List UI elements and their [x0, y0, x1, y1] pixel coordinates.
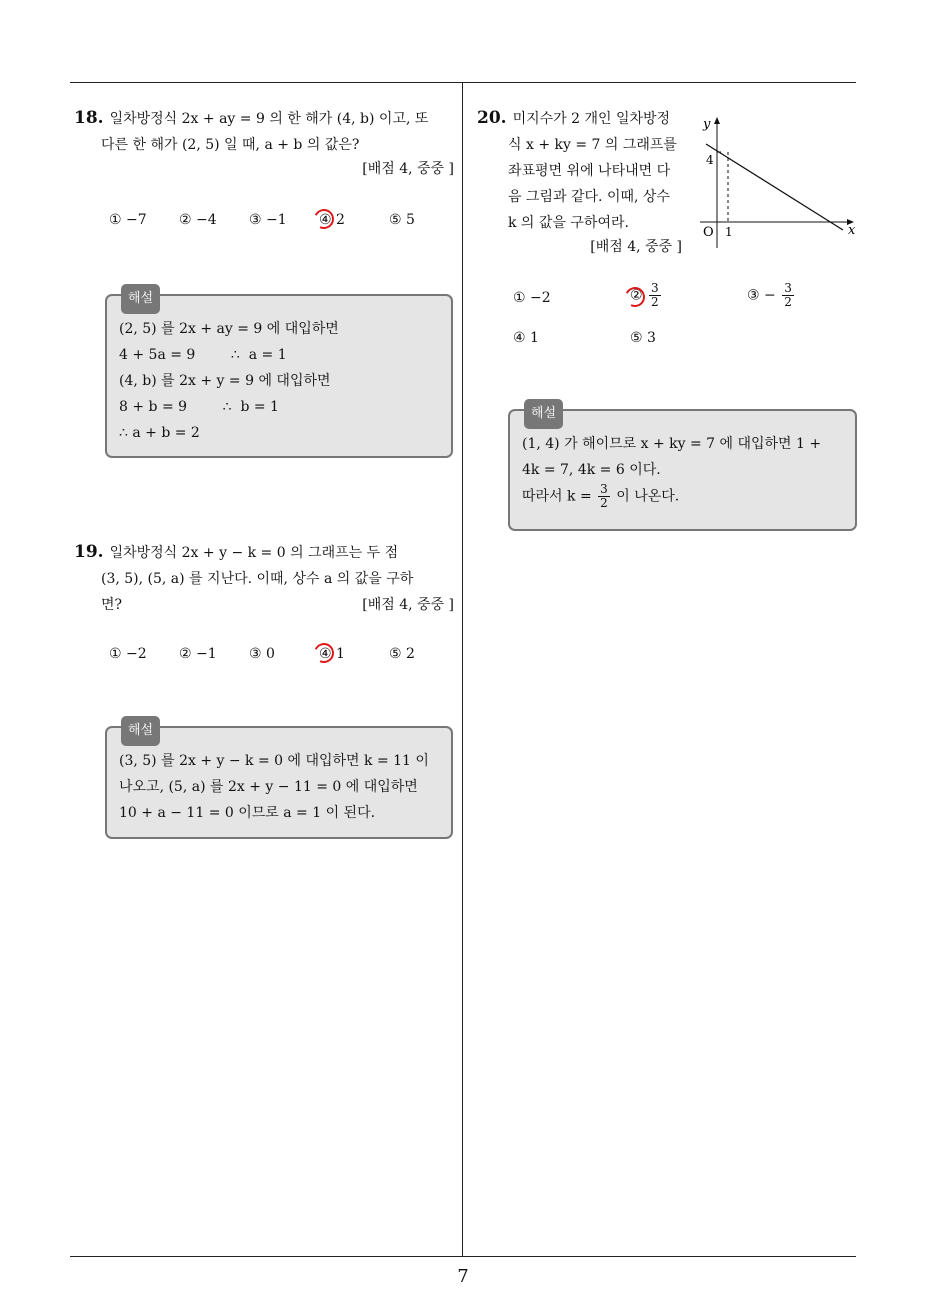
q18-solution-line: 8 + b = 9 ∴ b = 1: [119, 399, 279, 415]
q19-choice-5[interactable]: ⑤ 2: [389, 646, 415, 662]
x-tick-label: 1: [725, 225, 733, 239]
answer-mark-icon: [622, 284, 648, 310]
top-rule: [70, 82, 856, 83]
q20-solution-line: 4k = 7, 4k = 6 이다.: [522, 462, 661, 478]
q20-stem: [477, 105, 692, 236]
q19-choice-2[interactable]: ② −1: [179, 646, 217, 662]
q20-choice-5[interactable]: ⑤ 3: [630, 330, 656, 346]
q18-solution-line: (4, b) 를 2x + y = 9 에 대입하면: [119, 373, 331, 389]
q18-choice-2[interactable]: ② −4: [179, 212, 217, 228]
y-axis-label: y: [703, 117, 711, 132]
q18-line2: 다른 한 해가 (2, 5) 일 때, a + b 의 값은?: [101, 137, 360, 153]
q19-stem: [74, 539, 454, 618]
q20-choice-3[interactable]: ③ − $\frac{3}{2}$: [747, 281, 792, 309]
q18-solution-line: (2, 5) 를 2x + ay = 9 에 대입하면: [119, 321, 339, 337]
q19-line3: 면?: [101, 597, 123, 613]
q20-solution-line: 따라서 k = $\frac{3}{2}$ 이 나온다.: [522, 482, 680, 510]
q20-choice-4[interactable]: ④ 1: [513, 330, 539, 346]
graph-line: [706, 144, 843, 230]
q20-line: 음 그림과 같다. 이때, 상수: [508, 189, 670, 205]
q19-choice-3[interactable]: ③ 0: [249, 646, 275, 662]
q18-choices: [109, 212, 449, 240]
q19-solution-line: 10 + a − 11 = 0 이므로 a = 1 이 된다.: [119, 805, 376, 821]
q18-choice-5[interactable]: ⑤ 5: [389, 212, 415, 228]
q19-solution-line: 나오고, (5, a) 를 2x + y − 11 = 0 에 대입하면: [119, 779, 418, 795]
x-axis-label: x: [848, 223, 856, 238]
question-19: [74, 539, 454, 618]
y-axis-arrow-icon: [714, 117, 720, 124]
question-18: [74, 105, 454, 178]
q19-solution-box: [105, 723, 453, 839]
q18-solution-tag: 해설: [121, 284, 160, 314]
q20-solution-box: [508, 406, 857, 531]
q19-choice-4[interactable]: ④ 1: [319, 646, 345, 662]
q18-solution-line: ∴ a + b = 2: [119, 425, 200, 441]
q19-number: 19.: [74, 542, 104, 562]
q20-line: 좌표평면 위에 나타내면 다: [508, 163, 671, 179]
q19-solution-tag: 해설: [121, 716, 160, 746]
column-divider: [462, 82, 463, 1257]
q18-solution-line: 4 + 5a = 9 ∴ a = 1: [119, 347, 287, 363]
q18-choice-3[interactable]: ③ −1: [249, 212, 287, 228]
q18-stem: [74, 105, 454, 158]
q18-number: 18.: [74, 108, 104, 128]
question-20: [477, 105, 692, 256]
q18-score: [배점 4, 중중 ]: [362, 161, 454, 177]
q20-solution-line: (1, 4) 가 해이므로 x + ky = 7 에 대입하면 1 +: [522, 436, 822, 452]
q20-line: k 의 값을 구하여라.: [508, 215, 629, 231]
q19-solution-line: (3, 5) 를 2x + y − k = 0 에 대입하면 k = 11 이: [119, 753, 429, 769]
q20-solution-tag: 해설: [524, 399, 563, 429]
q20-choice-1[interactable]: ① −2: [513, 290, 551, 306]
page-number: 7: [457, 1266, 469, 1287]
q20-line: 미지수가 2 개인 일차방정: [512, 111, 671, 127]
q20-line: 식 x + ky = 7 의 그래프를: [508, 137, 677, 153]
q18-solution-box: [105, 291, 453, 458]
q20-score: [배점 4, 중중 ]: [590, 239, 682, 255]
q18-choice-4[interactable]: ④ 2: [319, 212, 345, 228]
q20-graph: [698, 112, 860, 252]
q20-choice-2[interactable]: ② $\frac{3}{2}$: [630, 282, 663, 309]
bottom-rule: [70, 1256, 856, 1257]
q19-line1: 일차방정식 2x + y − k = 0 의 그래프는 두 점: [109, 545, 399, 561]
q19-line2: (3, 5), (5, a) 를 지난다. 이때, 상수 a 의 값을 구하: [101, 571, 414, 587]
q19-choice-1[interactable]: ① −2: [109, 646, 147, 662]
q19-choices: [109, 646, 449, 674]
q20-number: 20.: [477, 108, 507, 128]
y-tick-label: 4: [706, 153, 714, 167]
q18-choice-1[interactable]: ① −7: [109, 212, 147, 228]
q20-choices: [513, 282, 853, 362]
q19-score: [배점 4, 중중 ]: [362, 597, 454, 613]
q18-line1: 일차방정식 2x + ay = 9 의 한 해가 (4, b) 이고, 또: [109, 111, 429, 127]
origin-label: O: [703, 225, 714, 240]
